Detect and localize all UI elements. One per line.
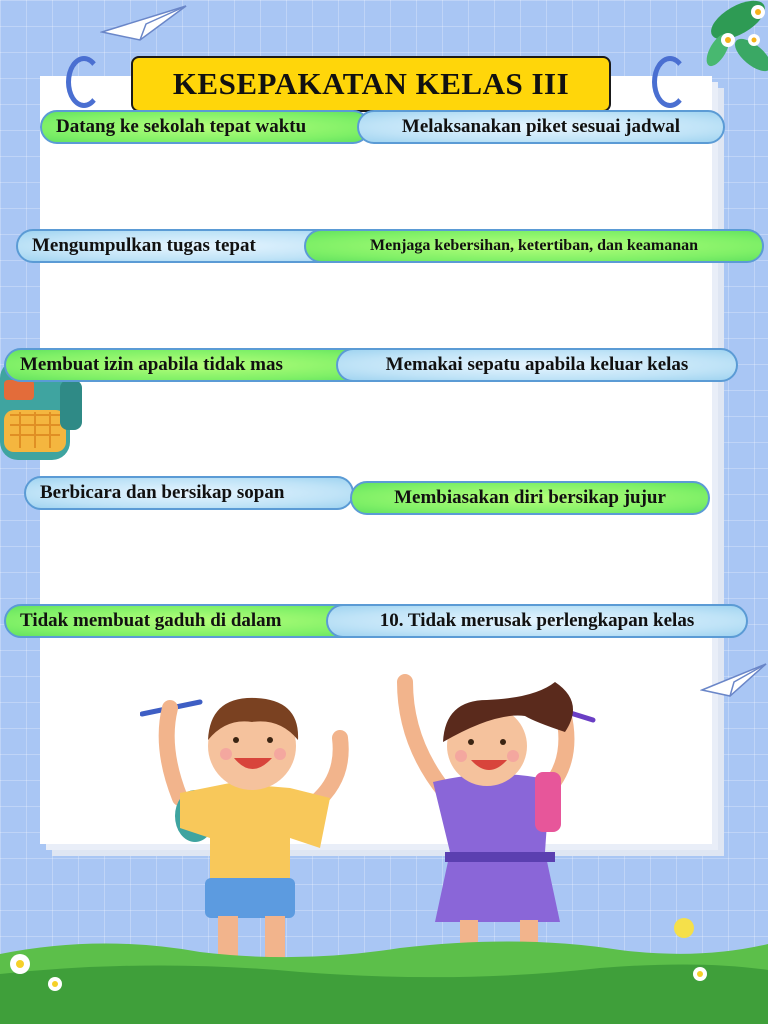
rule-1: Datang ke sekolah tepat waktu bbox=[40, 110, 370, 144]
binder-ring-right bbox=[652, 56, 688, 108]
paper-plane-icon bbox=[100, 4, 190, 44]
rule-3: Mengumpulkan tugas tepat bbox=[16, 229, 384, 263]
rule-2: Melaksanakan piket sesuai jadwal bbox=[357, 110, 725, 144]
rule-5: Membuat izin apabila tidak mas bbox=[4, 348, 384, 382]
paper-plane-icon-right bbox=[700, 660, 768, 700]
rule-7: Berbicara dan bersikap sopan bbox=[24, 476, 354, 510]
page-title: KESEPAKATAN KELAS III bbox=[131, 56, 611, 112]
rule-9: Tidak membuat gaduh di dalam bbox=[4, 604, 384, 638]
rule-4: Menjaga kebersihan, ketertiban, dan keamanan bbox=[304, 229, 764, 263]
binder-ring-left bbox=[66, 56, 102, 108]
rule-10: 10. Tidak merusak perlengkapan kelas bbox=[326, 604, 748, 638]
rule-6: Memakai sepatu apabila keluar kelas bbox=[336, 348, 738, 382]
grass-decoration bbox=[0, 914, 768, 1024]
rule-8: Membiasakan diri bersikap jujur bbox=[350, 481, 710, 515]
